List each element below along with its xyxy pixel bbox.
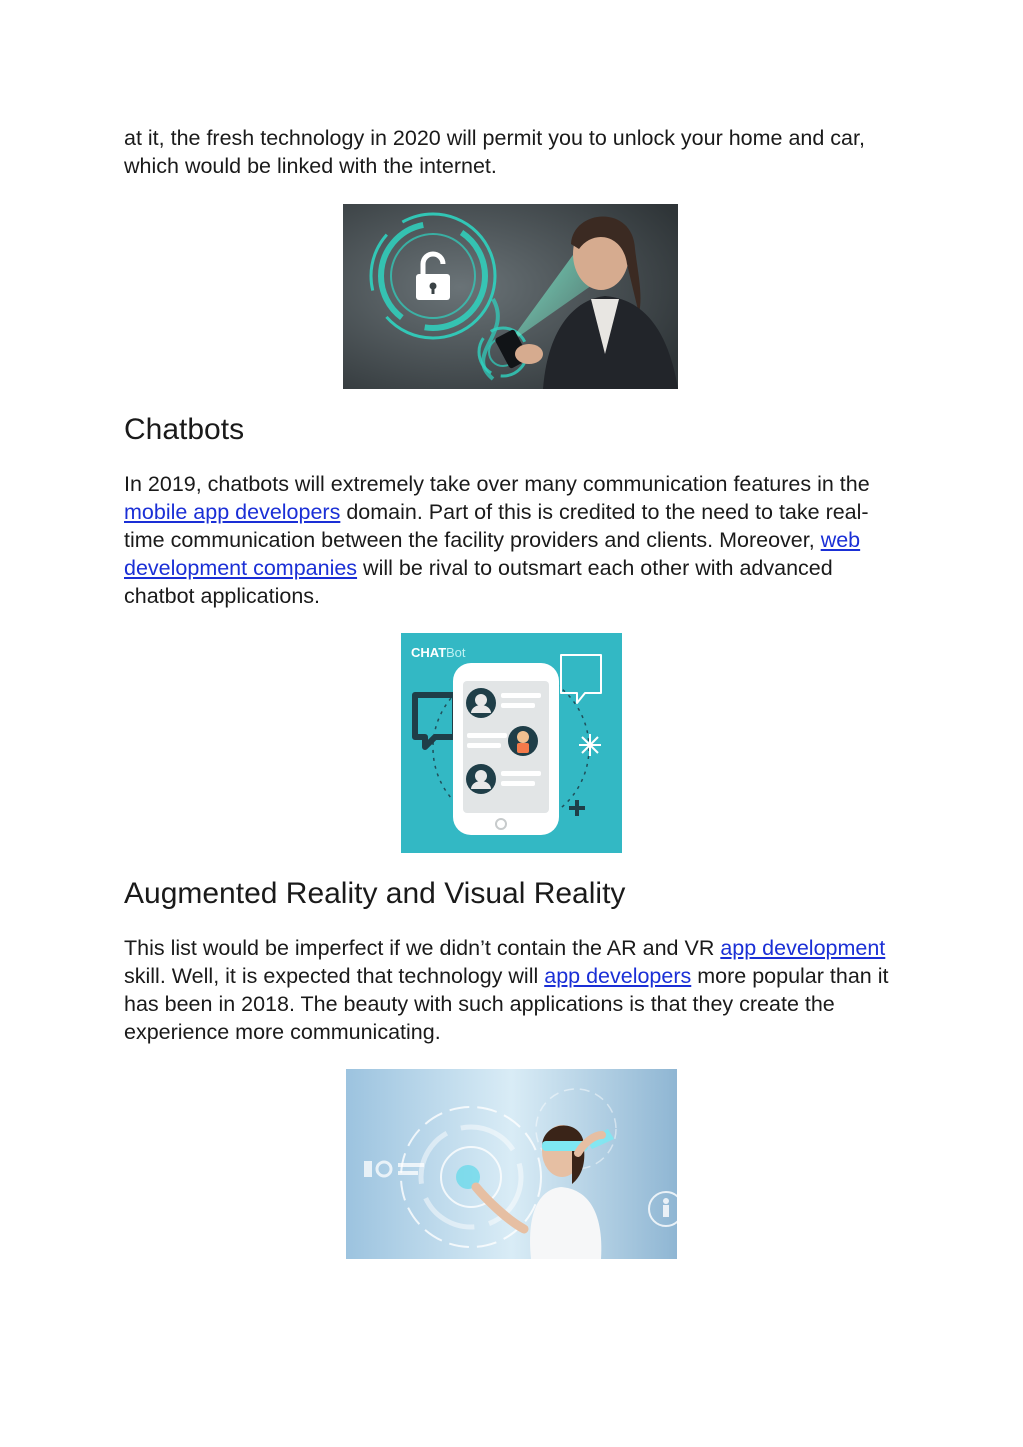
ar-vr-image <box>346 1069 677 1259</box>
app-development-link[interactable]: app development <box>720 936 886 960</box>
ar-vr-text-2: skill. Well, it is expected that technology will <box>124 964 545 988</box>
chatbots-heading: Chatbots <box>124 413 245 446</box>
chatbots-text-1: In 2019, chatbots will extremely take over many communication features in the <box>124 472 870 496</box>
chatbots-text-3: will be rival to outsmart each other with advanced chatbot applications. <box>124 556 833 608</box>
web-development-companies-link[interactable]: web development companies <box>124 528 861 580</box>
ar-vr-section <box>124 876 904 1046</box>
chatbots-paragraph <box>124 470 904 610</box>
chatbots-text-2: domain. Part of this is credited to the need to take real-time communication between the facility providers and clients. Moreover, <box>124 500 869 552</box>
chatbots-section <box>124 412 904 610</box>
ar-vr-paragraph <box>124 934 904 1046</box>
chatbot-image <box>401 633 622 853</box>
intro-paragraph: at it, the fresh technology in 2020 will permit you to unlock your home and car, which would be linked with the internet. <box>124 126 865 178</box>
intro-section <box>124 124 904 180</box>
chatbot-logo-chat: CHAT <box>411 645 447 660</box>
ar-vr-text-3: more popular than it has been in 2018. The beauty with such applications is that they create the experience more communicating. <box>124 964 889 1044</box>
face-unlock-image <box>343 204 678 389</box>
ar-vr-text-1: This list would be imperfect if we didn’t contain the AR and VR <box>124 936 721 960</box>
app-developers-link[interactable]: app developers <box>544 964 692 988</box>
mobile-app-developers-link[interactable]: mobile app developers <box>124 500 341 524</box>
chatbot-logo-bot: Bot <box>446 645 466 660</box>
ar-vr-heading: Augmented Reality and Visual Reality <box>124 877 626 910</box>
